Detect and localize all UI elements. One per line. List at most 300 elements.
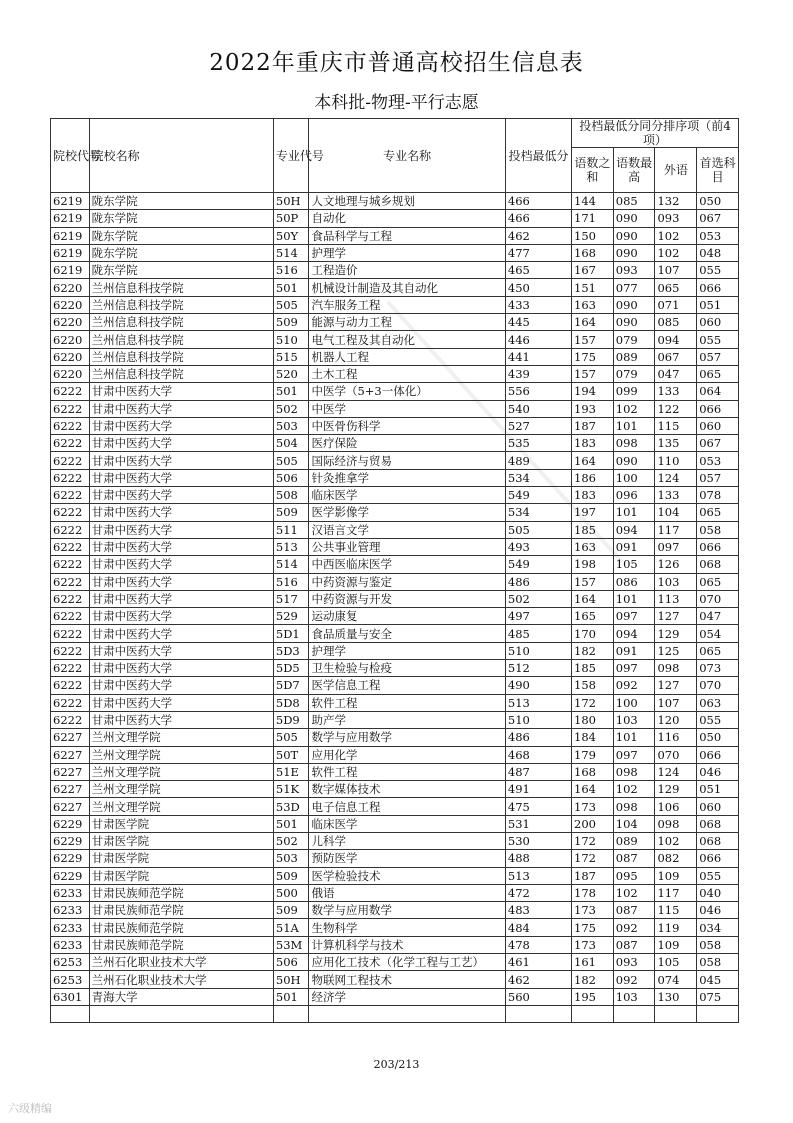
table-row [51,383,739,400]
cell-sub2: 100 [613,469,655,486]
cell-sub1: 164 [572,314,614,331]
cell-school-name: 兰州文理学院 [89,781,273,798]
cell-min-score: 534 [505,504,571,521]
cell-sub3: 120 [655,711,697,728]
cell-sub3: 113 [655,590,697,607]
cell-school-name: 甘肃中医药大学 [89,487,273,504]
table-row [51,210,739,227]
cell-sub3: 047 [655,365,697,382]
cell-school-code: 6253 [51,971,90,988]
cell-sub2: 090 [613,227,655,244]
cell-sub4: 058 [697,521,739,538]
cell-sub4: 058 [697,954,739,971]
table-row [51,452,739,469]
cell-sub3: 067 [655,348,697,365]
cell-min-score: 513 [505,867,571,884]
cell-sub3: 093 [655,210,697,227]
cell-major-name: 应用化工技术（化学工程与工艺） [309,954,505,971]
cell-sub3: 074 [655,971,697,988]
cell-sub1: 187 [572,867,614,884]
cell-sub4: 047 [697,608,739,625]
cell-sub4: 066 [697,746,739,763]
cell-sub3: 124 [655,763,697,780]
cell-min-score: 493 [505,538,571,555]
cell-sub3: 126 [655,556,697,573]
cell-min-score: 535 [505,435,571,452]
cell-major-name: 中医学 [309,400,505,417]
cell-major-name: 机器人工程 [309,348,505,365]
cell-school-name: 兰州信息科技学院 [89,314,273,331]
cell-min-score: 485 [505,625,571,642]
cell-school-name: 兰州文理学院 [89,798,273,815]
cell-sub2: 093 [613,262,655,279]
cell-sub4: 065 [697,365,739,382]
cell-sub1: 173 [572,902,614,919]
cell-sub3: 071 [655,296,697,313]
cell-sub3 [655,1005,697,1022]
cell-sub1: 172 [572,694,614,711]
cell-sub3: 109 [655,867,697,884]
cell-sub2: 103 [613,711,655,728]
cell-sub2: 098 [613,763,655,780]
cell-major-name: 中医骨伤科学 [309,417,505,434]
cell-sub3: 117 [655,521,697,538]
cell-school-name: 甘肃中医药大学 [89,694,273,711]
cell-min-score: 531 [505,815,571,832]
cell-school-code: 6233 [51,902,90,919]
cell-min-score: 505 [505,521,571,538]
cell-major-code [273,1005,309,1022]
cell-school-code: 6222 [51,608,90,625]
cell-major-code: 50Y [273,227,309,244]
cell-sub3: 129 [655,781,697,798]
cell-school-code: 6219 [51,210,90,227]
admission-table [50,118,739,1023]
cell-sub4: 055 [697,262,739,279]
cell-sub1: 195 [572,988,614,1005]
cell-sub4: 054 [697,625,739,642]
cell-major-name: 数字媒体技术 [309,781,505,798]
cell-major-code: 515 [273,348,309,365]
table-row [51,971,739,988]
cell-sub2: 090 [613,452,655,469]
cell-major-name: 经济学 [309,988,505,1005]
cell-min-score: 462 [505,971,571,988]
cell-school-code: 6227 [51,746,90,763]
table-row [51,936,739,953]
cell-sub1: 185 [572,660,614,677]
cell-sub2: 101 [613,729,655,746]
cell-min-score: 475 [505,798,571,815]
cell-major-name: 机械设计制造及其自动化 [309,279,505,296]
table-row [51,988,739,1005]
cell-sub1: 178 [572,884,614,901]
cell-sub4: 066 [697,279,739,296]
cell-min-score: 484 [505,919,571,936]
table-row [51,227,739,244]
cell-school-name: 陇东学院 [89,227,273,244]
cell-sub1: 168 [572,244,614,261]
cell-school-name: 兰州信息科技学院 [89,331,273,348]
cell-sub2: 098 [613,798,655,815]
cell-school-name: 兰州文理学院 [89,729,273,746]
cell-school-name: 甘肃中医药大学 [89,538,273,555]
cell-school-name: 甘肃中医药大学 [89,608,273,625]
cell-sub2: 090 [613,314,655,331]
cell-major-name: 自动化 [309,210,505,227]
table-row [51,781,739,798]
cell-min-score: 462 [505,227,571,244]
cell-school-code: 6301 [51,988,90,1005]
cell-sub4: 068 [697,556,739,573]
cell-sub1: 164 [572,452,614,469]
cell-school-name: 甘肃中医药大学 [89,677,273,694]
cell-school-code: 6229 [51,815,90,832]
header-tie-group: 投档最低分同分排序项（前4项） [572,119,739,148]
cell-school-code [51,1005,90,1022]
cell-school-code: 6222 [51,694,90,711]
cell-sub1: 172 [572,850,614,867]
cell-sub1: 182 [572,971,614,988]
cell-sub4: 078 [697,487,739,504]
page-number: 203/213 [373,1058,420,1071]
cell-sub4: 064 [697,383,739,400]
cell-sub1: 198 [572,556,614,573]
cell-sub1: 200 [572,815,614,832]
cell-min-score: 477 [505,244,571,261]
cell-min-score: 513 [505,694,571,711]
cell-sub2: 091 [613,642,655,659]
cell-school-name: 甘肃民族师范学院 [89,936,273,953]
table-row [51,694,739,711]
cell-sub2: 087 [613,936,655,953]
cell-sub3: 115 [655,417,697,434]
cell-sub4 [697,1005,739,1022]
cell-major-name: 中药资源与鉴定 [309,573,505,590]
cell-school-code: 6233 [51,936,90,953]
cell-major-name: 医学影像学 [309,504,505,521]
cell-sub2: 097 [613,746,655,763]
cell-school-code: 6219 [51,244,90,261]
header-major-name: 专业名称 [309,119,505,193]
cell-major-code: 50T [273,746,309,763]
cell-sub2: 091 [613,538,655,555]
cell-sub3: 105 [655,954,697,971]
cell-school-name: 兰州石化职业技术大学 [89,954,273,971]
table-row [51,919,739,936]
cell-school-name: 甘肃中医药大学 [89,556,273,573]
cell-sub4: 068 [697,832,739,849]
cell-sub4: 075 [697,988,739,1005]
cell-sub3: 122 [655,400,697,417]
cell-major-name: 计算机科学与技术 [309,936,505,953]
cell-sub2: 101 [613,417,655,434]
cell-major-code: 505 [273,452,309,469]
table-row [51,400,739,417]
cell-sub4: 053 [697,227,739,244]
cell-school-code: 6222 [51,417,90,434]
cell-major-name: 电子信息工程 [309,798,505,815]
cell-sub3: 102 [655,244,697,261]
table-row [51,677,739,694]
table-row [51,296,739,313]
cell-min-score: 489 [505,452,571,469]
cell-major-code: 509 [273,867,309,884]
cell-min-score: 490 [505,677,571,694]
cell-major-code: 503 [273,417,309,434]
table-row [51,193,739,210]
cell-sub4: 055 [697,867,739,884]
cell-sub4: 065 [697,573,739,590]
cell-school-code: 6219 [51,193,90,210]
cell-min-score: 491 [505,781,571,798]
cell-school-code: 6222 [51,625,90,642]
cell-min-score: 468 [505,746,571,763]
cell-major-name: 汉语言文学 [309,521,505,538]
cell-major-code: 509 [273,314,309,331]
cell-school-name: 甘肃中医药大学 [89,383,273,400]
cell-min-score: 488 [505,850,571,867]
cell-school-name: 陇东学院 [89,244,273,261]
cell-sub4: 070 [697,590,739,607]
cell-sub1: 193 [572,400,614,417]
cell-min-score: 478 [505,936,571,953]
cell-major-name: 生物科学 [309,919,505,936]
cell-min-score [505,1005,571,1022]
cell-sub1: 150 [572,227,614,244]
cell-sub1: 175 [572,348,614,365]
cell-school-code: 6222 [51,660,90,677]
cell-major-code: 513 [273,538,309,555]
cell-school-code: 6233 [51,919,90,936]
cell-sub3: 103 [655,573,697,590]
table-row [51,538,739,555]
cell-school-code: 6222 [51,642,90,659]
table-row [51,521,739,538]
cell-sub3: 129 [655,625,697,642]
cell-min-score: 466 [505,193,571,210]
cell-sub3: 107 [655,694,697,711]
cell-major-code: 5D8 [273,694,309,711]
table-row [51,660,739,677]
cell-major-code: 5D3 [273,642,309,659]
cell-sub4: 073 [697,660,739,677]
cell-min-score: 527 [505,417,571,434]
cell-sub4: 066 [697,850,739,867]
cell-school-code: 6222 [51,469,90,486]
cell-major-code: 50P [273,210,309,227]
cell-school-name: 甘肃中医药大学 [89,711,273,728]
table-row [51,884,739,901]
cell-sub2: 105 [613,556,655,573]
cell-sub2: 092 [613,677,655,694]
table-row [51,798,739,815]
cell-school-code: 6222 [51,711,90,728]
cell-school-code: 6222 [51,556,90,573]
cell-major-name [309,1005,505,1022]
cell-major-code: 5D7 [273,677,309,694]
cell-min-score: 465 [505,262,571,279]
cell-sub2: 098 [613,435,655,452]
cell-major-name: 中医学（5+3一体化） [309,383,505,400]
cell-sub4: 046 [697,902,739,919]
cell-min-score: 530 [505,832,571,849]
cell-sub1: 173 [572,936,614,953]
cell-sub1: 179 [572,746,614,763]
cell-min-score: 549 [505,487,571,504]
cell-major-code: 53M [273,936,309,953]
cell-major-code: 510 [273,331,309,348]
cell-sub4: 057 [697,348,739,365]
cell-sub1: 187 [572,417,614,434]
cell-sub3: 097 [655,538,697,555]
cell-major-code: 514 [273,556,309,573]
cell-sub3: 132 [655,193,697,210]
cell-sub2: 101 [613,504,655,521]
cell-school-name: 甘肃中医药大学 [89,417,273,434]
cell-sub3: 124 [655,469,697,486]
cell-sub3: 070 [655,746,697,763]
cell-school-name: 甘肃中医药大学 [89,452,273,469]
cell-min-score: 472 [505,884,571,901]
table-row [51,711,739,728]
cell-min-score: 450 [505,279,571,296]
cell-min-score: 445 [505,314,571,331]
cell-sub3: 107 [655,262,697,279]
cell-sub3: 127 [655,608,697,625]
cell-school-code: 6222 [51,521,90,538]
table-body [51,193,739,1023]
cell-school-code: 6222 [51,400,90,417]
cell-major-name: 食品质量与安全 [309,625,505,642]
cell-sub4: 060 [697,417,739,434]
cell-sub4: 051 [697,781,739,798]
cell-major-code: 505 [273,296,309,313]
cell-sub1: 183 [572,487,614,504]
cell-school-code: 6227 [51,798,90,815]
cell-school-name: 兰州信息科技学院 [89,296,273,313]
cell-major-name: 汽车服务工程 [309,296,505,313]
cell-school-code: 6229 [51,867,90,884]
cell-school-name: 甘肃中医药大学 [89,400,273,417]
cell-major-code: 502 [273,832,309,849]
header-sub4: 首选科目 [697,148,739,193]
cell-sub4: 046 [697,763,739,780]
cell-sub4: 045 [697,971,739,988]
cell-min-score: 439 [505,365,571,382]
cell-major-name: 临床医学 [309,487,505,504]
cell-school-code: 6222 [51,538,90,555]
cell-sub1: 172 [572,832,614,849]
cell-sub2: 104 [613,815,655,832]
cell-min-score: 549 [505,556,571,573]
cell-major-code: 50H [273,193,309,210]
cell-major-name: 土木工程 [309,365,505,382]
cell-school-name: 甘肃医学院 [89,850,273,867]
cell-school-name: 甘肃中医药大学 [89,590,273,607]
cell-sub2: 089 [613,348,655,365]
cell-sub1: 186 [572,469,614,486]
cell-major-name: 护理学 [309,244,505,261]
cell-sub4: 051 [697,296,739,313]
cell-sub4: 066 [697,400,739,417]
cell-min-score: 556 [505,383,571,400]
cell-sub4: 067 [697,210,739,227]
cell-school-name: 甘肃中医药大学 [89,521,273,538]
cell-school-code: 6220 [51,279,90,296]
table-row [51,417,739,434]
cell-major-code: 520 [273,365,309,382]
cell-sub1: 173 [572,798,614,815]
cell-school-code: 6222 [51,452,90,469]
cell-sub2: 099 [613,383,655,400]
cell-sub3: 065 [655,279,697,296]
cell-school-name [89,1005,273,1022]
cell-sub2: 102 [613,400,655,417]
cell-sub4: 050 [697,193,739,210]
cell-school-name: 甘肃医学院 [89,867,273,884]
header-sub1: 语数之和 [572,148,614,193]
cell-sub2: 096 [613,487,655,504]
cell-major-code: 508 [273,487,309,504]
cell-sub2: 079 [613,365,655,382]
cell-sub3: 110 [655,452,697,469]
table-row [51,763,739,780]
cell-sub1: 171 [572,210,614,227]
cell-sub2: 090 [613,210,655,227]
cell-sub2: 087 [613,850,655,867]
cell-major-code: 501 [273,815,309,832]
cell-sub3: 085 [655,314,697,331]
cell-school-code: 6227 [51,781,90,798]
cell-major-name: 医疗保险 [309,435,505,452]
table-row [51,815,739,832]
cell-major-name: 数学与应用数学 [309,729,505,746]
watermark-logo: 六级精编 [8,1102,52,1115]
cell-major-name: 儿科学 [309,832,505,849]
cell-school-code: 6222 [51,590,90,607]
cell-sub1: 165 [572,608,614,625]
cell-major-code: 506 [273,469,309,486]
table-row [51,1005,739,1022]
cell-school-name: 兰州信息科技学院 [89,279,273,296]
cell-major-name: 电气工程及其自动化 [309,331,505,348]
cell-school-name: 甘肃中医药大学 [89,660,273,677]
cell-sub2: 101 [613,590,655,607]
cell-sub1: 197 [572,504,614,521]
cell-sub1: 164 [572,781,614,798]
cell-sub3: 133 [655,487,697,504]
table-row [51,902,739,919]
cell-school-code: 6222 [51,435,90,452]
cell-school-code: 6220 [51,296,90,313]
cell-sub2: 090 [613,296,655,313]
cell-sub1: 144 [572,193,614,210]
cell-major-name: 能源与动力工程 [309,314,505,331]
cell-sub4: 068 [697,815,739,832]
cell-major-name: 人文地理与城乡规划 [309,193,505,210]
cell-school-name: 甘肃中医药大学 [89,625,273,642]
cell-major-name: 中西医临床医学 [309,556,505,573]
cell-school-code: 6222 [51,677,90,694]
cell-school-code: 6222 [51,504,90,521]
cell-sub4: 048 [697,244,739,261]
cell-sub1: 185 [572,521,614,538]
cell-major-name: 预防医学 [309,850,505,867]
table-row [51,954,739,971]
table-row [51,279,739,296]
cell-major-code: 502 [273,400,309,417]
